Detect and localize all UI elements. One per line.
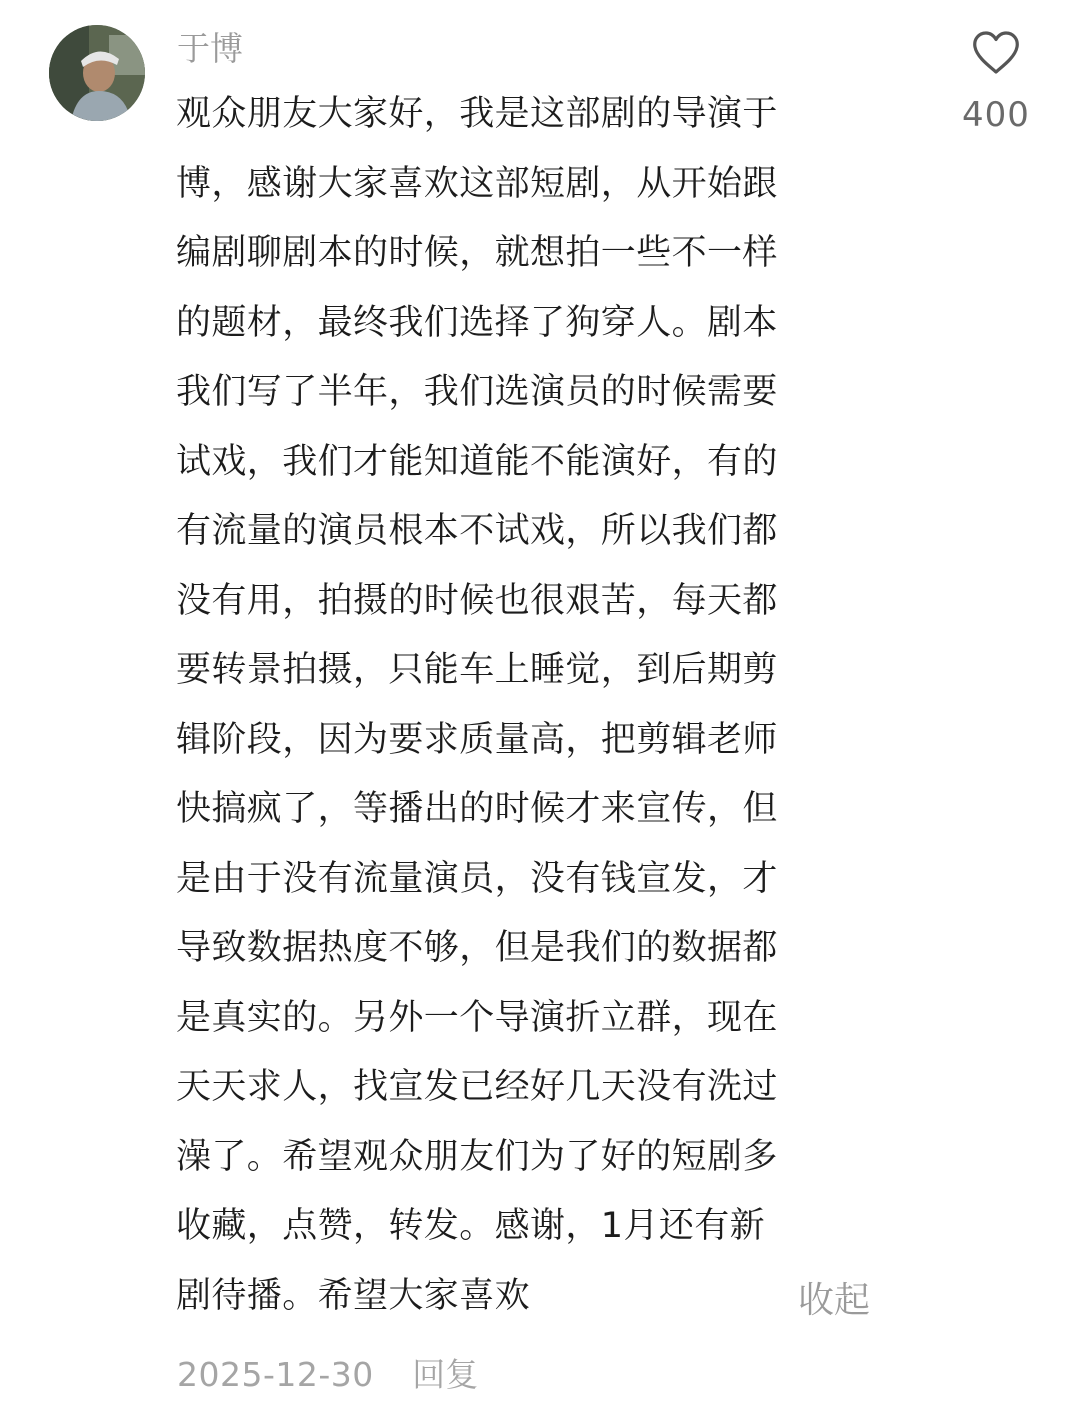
comment-text-line: 是真实的。另外一个导演折立群，现在	[176, 997, 778, 1038]
comment-text-line: 要转景拍摄，只能车上睡觉，到后期剪	[176, 650, 778, 690]
comment-text-line: 我们写了半年，我们选演员的时候需要	[176, 372, 778, 412]
comment-text-line: 澡了。希望观众朋友们为了好的短剧多	[176, 1136, 778, 1177]
comment-text-line: 没有用，拍摄的时候也很艰苦，每天都	[176, 580, 778, 621]
reply-button[interactable]: 回复	[412, 1355, 479, 1394]
comment-text-line: 博，感谢大家喜欢这部短剧，从开始跟	[176, 163, 778, 204]
like-count: 400	[962, 95, 1030, 135]
comment-text-line: 收藏，点赞，转发。感谢，1月还有新	[176, 1206, 766, 1246]
comment-text-line: 有流量的演员根本不试戏，所以我们都	[176, 511, 778, 551]
avatar-photo	[49, 25, 145, 121]
heart-outline-icon[interactable]	[970, 28, 1022, 80]
comment-text-line: 编剧聊剧本的时候，就想拍一些不一样	[176, 233, 778, 273]
comment-text	[176, 80, 896, 1331]
comment-meta	[177, 1350, 478, 1400]
comment-text-line: 导致数据热度不够，但是我们的数据都	[176, 928, 778, 968]
comment-text-line: 的题材，最终我们选择了狗穿人。剧本	[176, 302, 778, 343]
collapse-button[interactable]: 收起	[798, 1280, 871, 1321]
comment-text-line: 快搞疯了，等播出的时候才来宣传，但	[176, 789, 778, 829]
comment-text-line: 是由于没有流量演员，没有钱宣发，才	[176, 858, 778, 899]
like-group	[940, 28, 1052, 148]
comment-text-line: 剧待播。希望大家喜欢	[176, 1275, 531, 1316]
comment-date: 2025-12-30	[177, 1355, 374, 1394]
comment-text-line: 试戏，我们才能知道能不能演好，有的	[176, 441, 778, 482]
comment-text-line: 天天求人，找宣发已经好几天没有洗过	[176, 1067, 778, 1107]
comment-text-line: 观众朋友大家好，我是这部剧的导演于	[176, 94, 778, 134]
avatar[interactable]	[49, 25, 145, 121]
username[interactable]: 于博	[177, 29, 243, 68]
comment-text-line: 辑阶段，因为要求质量高，把剪辑老师	[176, 719, 778, 760]
